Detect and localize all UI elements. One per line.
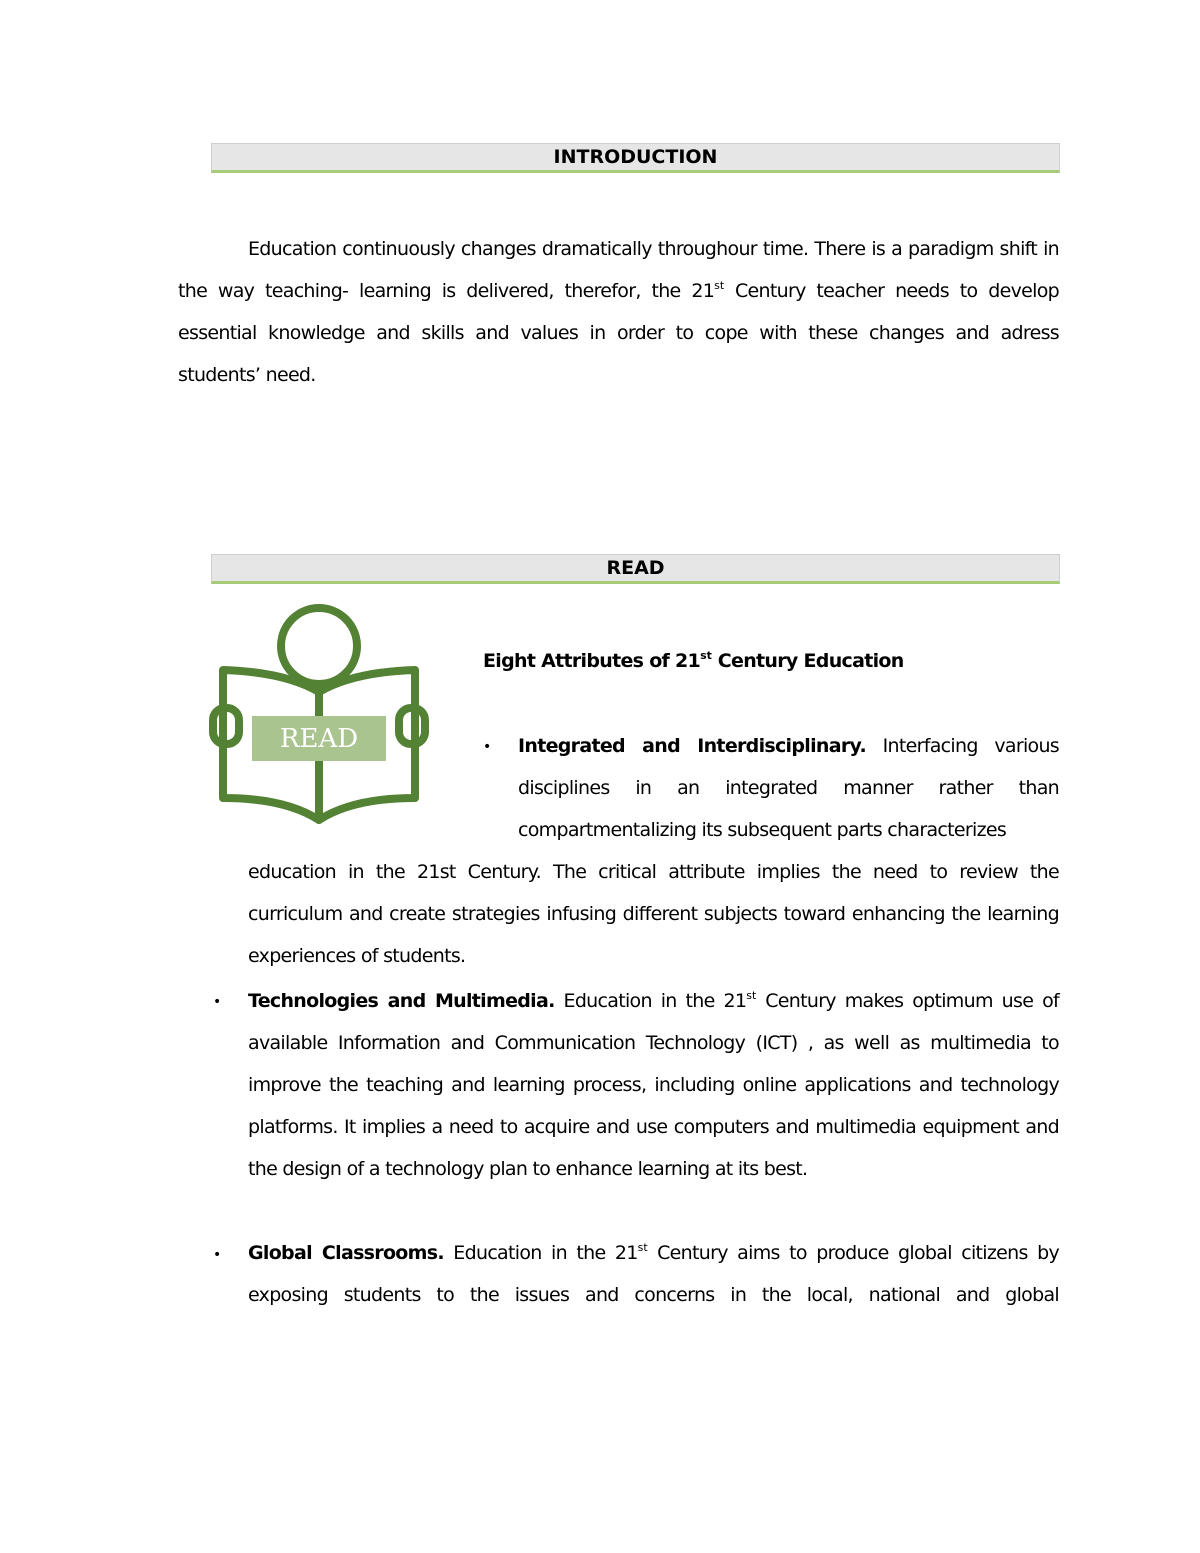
bullet-3: • xyxy=(213,1247,222,1263)
attribute-1-text-narrow: Interfacing various disciplines in an integrated manner rather than compartmentalizing its subsequent parts characterizes xyxy=(518,735,1059,841)
intro-text-part2: Century teacher needs to develop essential knowledge and skills and values in order to cope with these changes and adress students’ need. xyxy=(178,280,1059,386)
bullet-1: • xyxy=(483,739,492,755)
introduction-paragraph xyxy=(178,228,1059,396)
intro-superscript: st xyxy=(714,279,725,292)
attribute-1-title: Integrated and Interdisciplinary. xyxy=(518,735,866,757)
read-header: READ xyxy=(211,554,1060,584)
attribute-3-text-part1: Education in the 21 xyxy=(443,1242,638,1264)
attributes-title-superscript: st xyxy=(700,649,712,662)
attribute-2-text-part1: Education in the 21 xyxy=(554,990,747,1012)
attributes-title-part1: Eight Attributes of 21 xyxy=(483,650,701,672)
attribute-2 xyxy=(248,980,1059,1190)
attribute-2-superscript: st xyxy=(746,989,757,1002)
attribute-1-wide: education in the 21st Century. The critical attribute implies the need to review the curriculum and create strategies infusing different subjects toward enhancing the learning experiences of students. xyxy=(248,861,1059,967)
attributes-title-part2: Century Education xyxy=(711,650,904,672)
attribute-2-title: Technologies and Multimedia. xyxy=(248,990,555,1012)
read-icon-label: READ xyxy=(279,724,359,754)
attribute-3-superscript: st xyxy=(637,1241,648,1254)
attribute-2-text-part2: Century makes optimum use of available Information and Communication Technology (ICT) , as well as multimedia to improve the teaching and learning process, including online applications and technology platforms. It implies a need to acquire and use computers and multimedia equipment and the design of a technology plan to enhance learning at its best. xyxy=(248,990,1059,1180)
attribute-3-text-part2: Century aims to produce global citizens by exposing students to the issues and concerns in the local, national and global xyxy=(248,1242,1059,1306)
bullet-2: • xyxy=(213,994,222,1010)
introduction-header: INTRODUCTION xyxy=(211,143,1060,173)
reading-person-icon xyxy=(205,600,435,830)
attribute-3 xyxy=(248,1232,1059,1316)
attribute-1-narrow xyxy=(518,725,1059,851)
attribute-3-title: Global Classrooms. xyxy=(248,1242,444,1264)
attributes-title xyxy=(483,650,904,672)
intro-text-part1: Education continuously changes dramatically throughour time. There is a paradigm shift in the way teaching- learning is delivered, therefor, the 21 xyxy=(178,238,1059,302)
